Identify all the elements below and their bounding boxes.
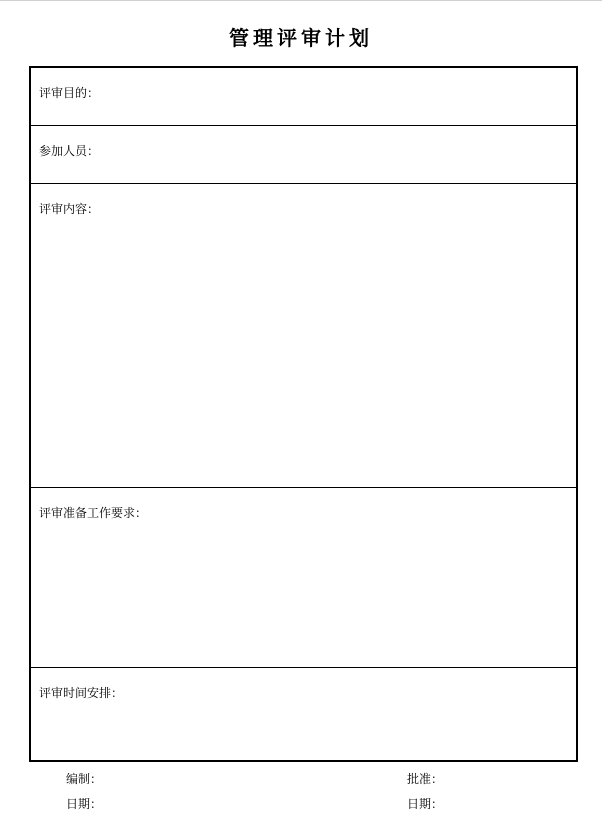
compiled-by-label: 编制： — [66, 772, 103, 786]
date-right-label: 日期： — [407, 797, 444, 811]
date-left-label: 日期： — [66, 797, 103, 811]
review-purpose-label: 评审目的： — [39, 86, 100, 100]
row-review-content[interactable] — [31, 184, 576, 488]
preparation-requirements-label: 评审准备工作要求： — [39, 506, 148, 520]
row-participants[interactable] — [31, 126, 576, 184]
row-preparation-requirements[interactable] — [31, 488, 576, 668]
approved-by-label: 批准： — [407, 772, 444, 786]
participants-label: 参加人员： — [39, 144, 100, 158]
row-review-purpose[interactable] — [31, 68, 576, 126]
top-border-line — [0, 0, 602, 1]
row-schedule[interactable] — [31, 668, 576, 760]
page-title: 管理评审计划 — [229, 26, 373, 50]
review-content-label: 评审内容： — [39, 202, 100, 216]
schedule-label: 评审时间安排： — [39, 686, 124, 700]
review-plan-form — [29, 66, 578, 762]
